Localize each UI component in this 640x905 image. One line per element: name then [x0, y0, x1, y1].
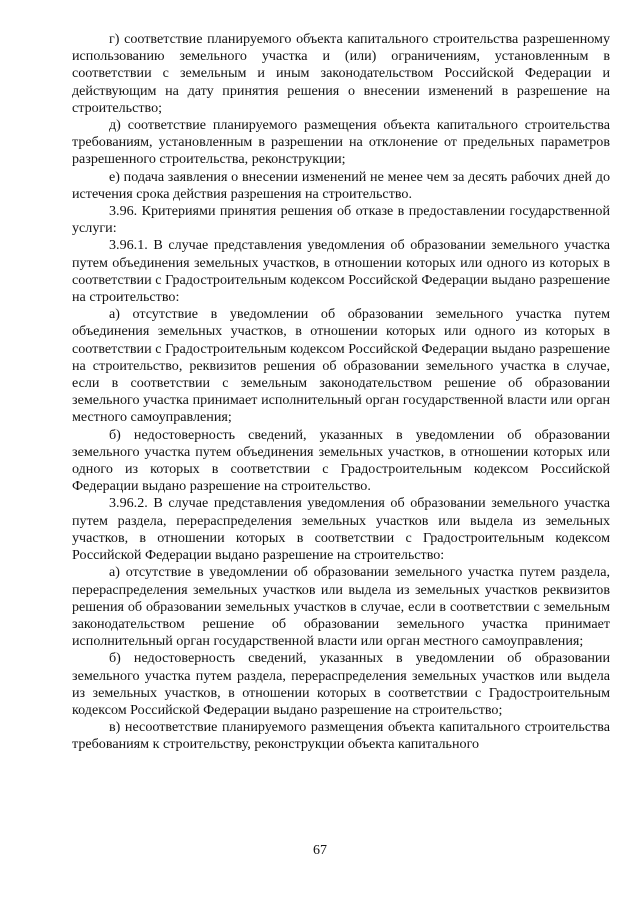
paragraph-d: д) соответствие планируемого размещения объекта капитального строительства требованиям, установленным в разрешении на отклонение от предельных параметров разрешенного строительства, реконструкции;	[72, 117, 610, 168]
page-number: 67	[313, 843, 327, 858]
paragraph-3-96-2-b: б) недостоверность сведений, указанных в уведомлении об образовании земельного участка путем раздела, перераспределения земельных участков или выдела из земельных участков, в отношении которых в соответствии с Градостроительным кодексом Российской Федерации выдано разрешение на строительство;	[72, 650, 610, 718]
document-page	[72, 31, 610, 754]
paragraph-3-96-1-a: а) отсутствие в уведомлении об образовании земельного участка путем объединения земельных участков, в отношении которых или одного из которых в соответствии с Градостроительным кодексом Российской Федерации выдано разрешение на строительство, реквизитов решения об образовании земельного участка в случае, если в соответствии с земельным законодательством решение об образовании земельного участка принимает исполнительный орган государственной власти или орган местного самоуправления;	[72, 306, 610, 426]
paragraph-3-96-2: 3.96.2. В случае представления уведомления об образовании земельного участка путем раздела, перераспределения земельных участков или выдела из земельных участков, в отношении которых в соответствии с Градостроительным кодексом Российской Федерации выдано разрешение на строительство:	[72, 495, 610, 564]
paragraph-g: г) соответствие планируемого объекта капитального строительства разрешенному использованию земельного участка и (или) ограничениям, установленным в соответствии с земельным и иным законодательством Российской Федерации и действующим на дату принятия решения о внесении изменений в разрешение на строительство;	[72, 31, 610, 116]
paragraph-3-96: 3.96. Критериями принятия решения об отказе в предоставлении государственной услуги:	[72, 203, 610, 237]
paragraph-3-96-1-b: б) недостоверность сведений, указанных в уведомлении об образовании земельного участка путем объединения земельных участков, в отношении которых или одного из которых в соответствии с Градостроительным кодексом Российской Федерации выдано разрешение на строительство.	[72, 426, 610, 495]
paragraph-3-96-1: 3.96.1. В случае представления уведомления об образовании земельного участка путем объединения земельных участков, в отношении которых или одного из которых в соответствии с Градостроительным кодексом Российской Федерации выдано разрешение на строительство:	[72, 237, 610, 306]
paragraph-3-96-2-a: а) отсутствие в уведомлении об образовании земельного участка путем раздела, перераспределения земельных участков или выдела из земельных участков реквизитов решения об образовании земельных участков в случае, если в соответствии с земельным законодательством решение об образовании земельного участка принимает исполнительный орган государственной власти или орган местного самоуправления;	[72, 564, 610, 650]
paragraph-3-96-2-v: в) несоответствие планируемого размещения объекта капитального строительства требованиям к строительству, реконструкции объекта капитального	[72, 719, 610, 753]
paragraph-e: е) подача заявления о внесении изменений не менее чем за десять рабочих дней до истечения срока действия разрешения на строительство.	[72, 168, 610, 202]
